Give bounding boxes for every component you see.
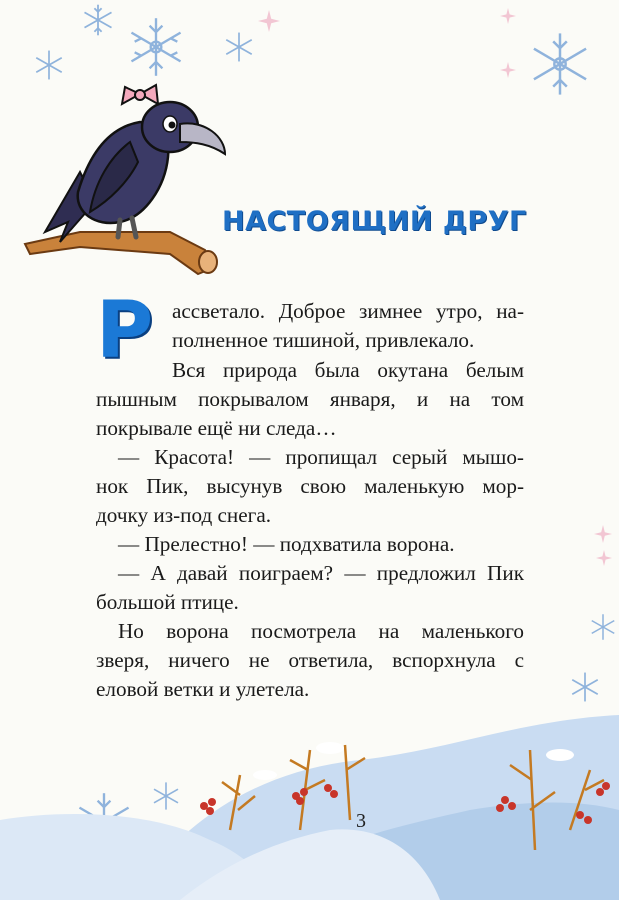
snowflake-icon: [222, 30, 256, 64]
text-line: нок Пик, высунув свою маленькую мор-: [96, 474, 524, 498]
text-line: полненное тишиной, привлекало.: [172, 328, 475, 352]
snowflake-icon: [568, 670, 602, 704]
text-line: пышным покрывалом января, и на том: [96, 387, 524, 411]
crow-illustration: [20, 82, 235, 282]
text-line: — А давай поиграем? — предложил Пик: [118, 561, 524, 585]
page-number: 3: [356, 810, 366, 832]
story-title: НАСТОЯЩИЙ ДРУГ: [222, 206, 527, 237]
text-line: еловой ветки и улетела.: [96, 677, 310, 701]
text-line: ассветало. Доброе зимнее утро, на-: [172, 299, 524, 323]
star-icon: [596, 550, 612, 566]
text-line: большой птице.: [96, 590, 239, 614]
drop-cap: Р: [96, 286, 154, 376]
star-icon: [594, 525, 612, 543]
snow-hills-illustration: [0, 700, 619, 900]
star-icon: [500, 8, 516, 24]
text-line: — Красота! — пропищал серый мышо-: [118, 445, 524, 469]
star-icon: [500, 62, 516, 78]
text-line: зверя, ничего не ответила, вспорхнула с: [96, 648, 524, 672]
text-line: — Прелестно! — подхватила ворона.: [118, 532, 455, 556]
snowflake-icon: [80, 2, 116, 38]
snowflake-icon: [526, 30, 594, 98]
snowflake-icon: [32, 48, 66, 82]
text-line: Но ворона посмотрела на маленького: [118, 619, 524, 643]
star-icon: [258, 10, 280, 32]
text-line: дочку из-под снега.: [96, 503, 272, 527]
text-line: покрывале ещё ни следа…: [96, 416, 337, 440]
snowflake-icon: [588, 612, 618, 642]
text-line: Вся природа была окутана белым: [172, 358, 524, 382]
snowflake-icon: [124, 15, 188, 79]
